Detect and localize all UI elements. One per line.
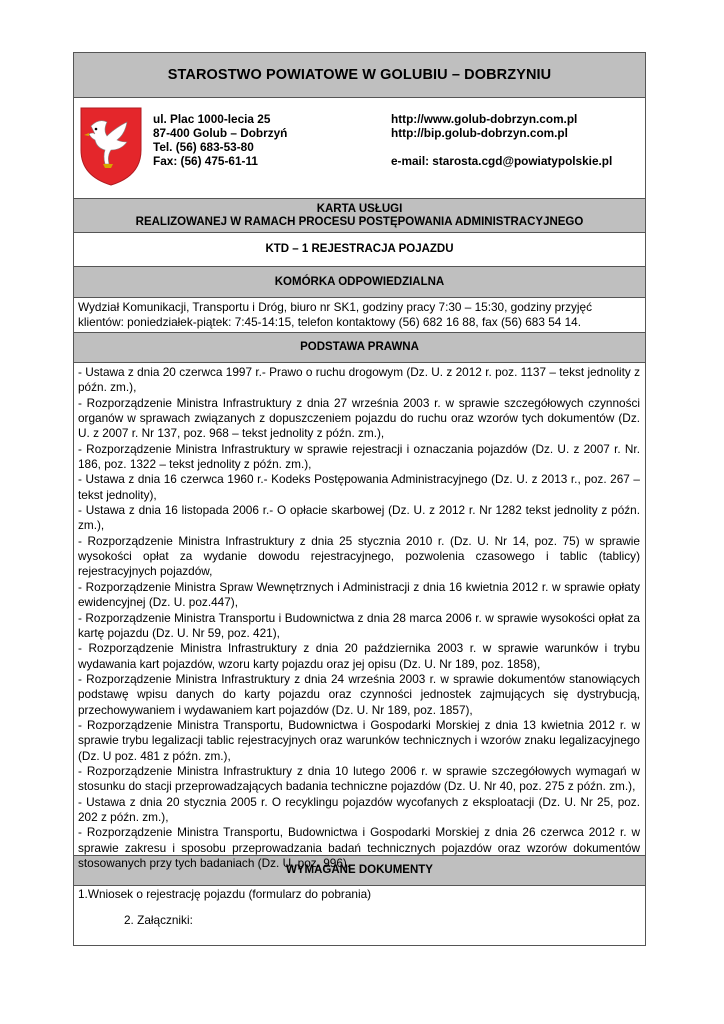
legal-item: - Rozporządzenie Ministra Infrastruktury z dnia 24 września 2003 r. w sprawie dokumentów stanowiących podstawę wpisu danych do karty pojazdu oraz czynności jednostek zajmujących się dystrybucją, przechowywaniem i wydawaniem kart pojazdów (Dz. U. Nr 189, poz. 1857), xyxy=(78,671,640,717)
legal-item: - Ustawa z dnia 20 stycznia 2005 r. O recyklingu pojazdów wycofanych z eksploatacji (Dz. U. Nr 25, poz. 202 z późn. zm.), xyxy=(78,794,640,824)
legal-item: - Rozporządzenie Ministra Infrastruktury w sprawie rejestracji i oznaczania pojazdów (Dz. U. z 2007 r. Nr. 186, poz. 1322 – tekst jednolity z późn. zm.), xyxy=(78,441,640,472)
address-street: ul. Plac 1000-lecia 25 xyxy=(153,112,271,126)
legal-item: - Rozporządzenie Ministra Transportu i Budownictwa z dnia 28 marca 2006 r. w sprawie wysokości opłat za kartę pojazdu (Dz. U. Nr 59, poz. 421), xyxy=(78,610,640,640)
attachments-item: 2. Załączniki: xyxy=(124,913,193,928)
legal-item: - Ustawa z dnia 16 listopada 2006 r.- O opłacie skarbowej (Dz. U. z 2012 r. Nr 1282 tekst jednolity z późn. zm.), xyxy=(78,503,640,533)
legal-item: - Rozporządzenie Ministra Infrastruktury z dnia 25 stycznia 2010 r. (Dz. U. Nr 14, poz. 75) w sprawie wysokości opłat za wydanie dowodu rejestracyjnego, pozwolenia czasowego i tablic (tablicy) rejestracyjnych pojazdów, xyxy=(78,533,640,579)
legal-item: - Rozporządzenie Ministra Transportu, Budownictwa i Gospodarki Morskiej z dnia 26 czerwca 2012 r. w sprawie zakresu i sposobu przeprowadzania badań technicznych pojazdów oraz wzorów dokumentów stosowanych przy tych badaniach (Dz. U. poz. 996). xyxy=(78,825,640,870)
legal-item: - Ustawa z dnia 16 czerwca 1960 r.- Kodeks Postępowania Administracyjnego (Dz. U. z 2013 r., poz. 267 – tekst jednolity), xyxy=(78,472,640,502)
legal-item: - Rozporządzenie Ministra Infrastruktury z dnia 20 października 2003 r. w sprawie warunków i trybu wydawania kart pojazdów, wzoru karty pojazdu oraz jej opisu (Dz. U. Nr 189, poz. 1858), xyxy=(78,641,640,671)
wymagane-body xyxy=(74,886,645,945)
required-doc-item: 1.Wniosek o rejestrację pojazdu (formularz do pobrania) xyxy=(78,887,372,901)
wymagane-heading-text: WYMAGANE DOKUMENTY xyxy=(286,864,433,876)
legal-item: - Rozporządzenie Ministra Infrastruktury z dnia 10 lutego 2006 r. w sprawie szczegółowych wymagań w stosunku do stacji przeprowadzających badania techniczne pojazdów (Dz. U. Nr 40, poz. 275 z późn. zm.), xyxy=(78,763,640,794)
office-title xyxy=(74,53,645,98)
komorka-heading-text: KOMÓRKA ODPOWIEDZIALNA xyxy=(274,275,445,288)
card-title xyxy=(74,199,645,233)
card-title-line1: KARTA USŁUGI xyxy=(316,202,403,215)
fax: Fax: (56) 475-61-11 xyxy=(153,154,258,168)
podstawa-heading-text: PODSTAWA PRAWNA xyxy=(300,341,419,353)
address-city: 87-400 Golub – Dobrzyń xyxy=(153,126,288,140)
legal-item: - Rozporządzenie Ministra Transportu, Budownictwa i Gospodarki Morskiej z dnia 13 kwietnia 2012 r. w sprawie trybu legalizacji tablic rejestracyjnych oraz warunków technicznych i wzorów znaku legalizacyjnego (Dz. U poz. 481 z późn. zm.), xyxy=(78,717,640,763)
service-card xyxy=(73,52,646,946)
office-title-text: STAROSTWO POWIATOWE W GOLUBIU – DOBRZYNIU xyxy=(167,67,552,83)
komorka-text: Wydział Komunikacji, Transportu i Dróg, biuro nr SK1, godziny pracy 7:30 – 15:30, godziny przyjęć klientów: poniedziałek-piątek: 7:45-14:15, telefon kontaktowy (56) 682 16 88, fax (56) 683 54 14. xyxy=(78,300,592,330)
podstawa-heading xyxy=(74,333,645,363)
website-link[interactable]: http://www.golub-dobrzyn.com.pl xyxy=(391,112,578,126)
office-links xyxy=(391,112,612,168)
card-title-line2: REALIZOWANEJ W RAMACH PROCESU POSTĘPOWANIA ADMINISTRACYJNEGO xyxy=(135,215,584,228)
komorka-body xyxy=(74,298,645,333)
service-title-text: KTD – 1 REJESTRACJA POJAZDU xyxy=(265,243,454,255)
legal-item: - Rozporządzenie Ministra Spraw Wewnętrznych i Administracji z dnia 16 kwietnia 2012 r. w sprawie opłaty ewidencyjnej (Dz. U. poz.447), xyxy=(78,579,640,610)
service-title xyxy=(74,233,645,267)
bip-link[interactable]: http://bip.golub-dobrzyn.com.pl xyxy=(391,126,568,140)
phone: Tel. (56) 683-53-80 xyxy=(153,140,254,154)
office-address xyxy=(153,112,287,168)
legal-item: - Rozporządzenie Ministra Infrastruktury z dnia 27 września 2003 r. w sprawie szczegółowych czynności organów w sprawach związanych z dopuszczeniem pojazdu do ruchu oraz wzorów tych dokumentów (Dz. U. z 2007 r. Nr 137, poz. 968 – tekst jednolity z późn. zm.), xyxy=(78,395,640,441)
legal-item: - Ustawa z dnia 20 czerwca 1997 r.- Prawo o ruchu drogowym (Dz. U. z 2012 r. poz. 1137 – tekst jednolity z późn. zm.), xyxy=(78,365,640,395)
komorka-heading xyxy=(74,267,645,298)
coat-of-arms-icon xyxy=(77,104,145,188)
office-header xyxy=(74,98,645,199)
email-link[interactable]: e-mail: starosta.cgd@powiatypolskie.pl xyxy=(391,154,613,168)
